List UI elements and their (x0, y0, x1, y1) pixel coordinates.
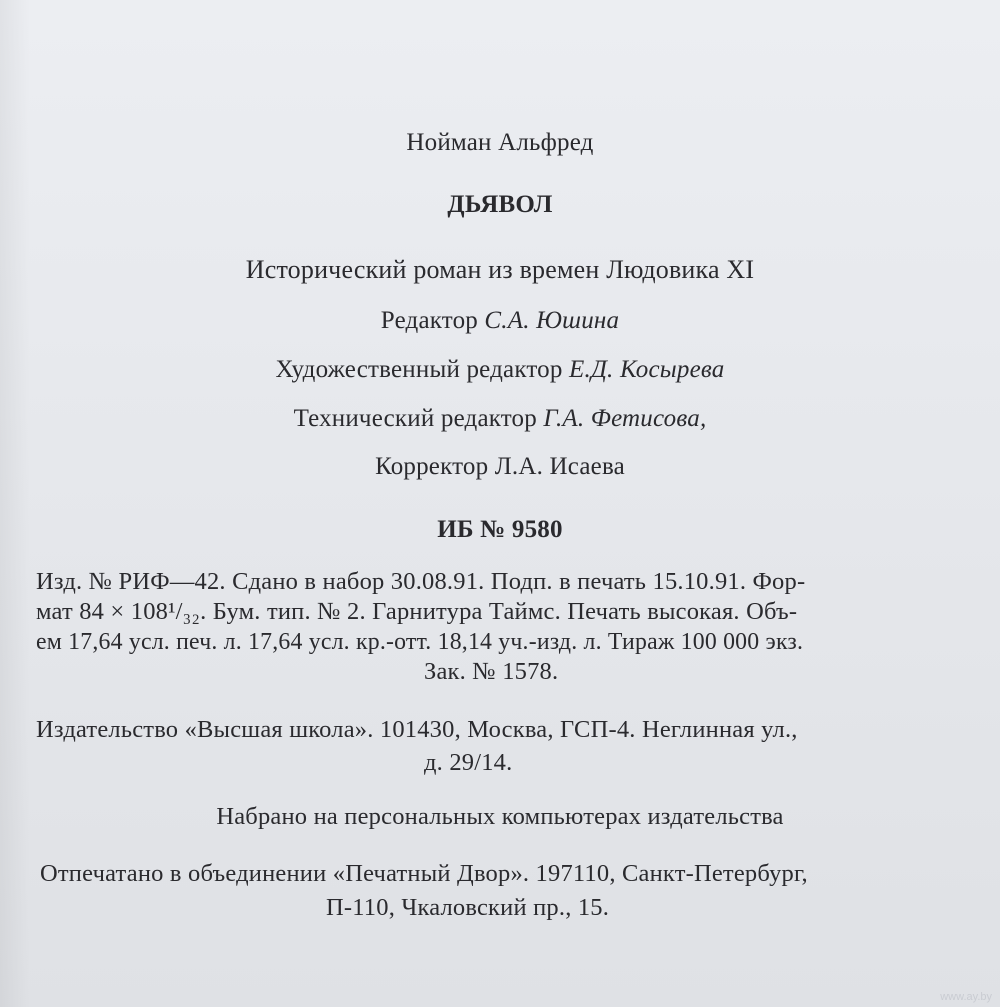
imprint-line: ем 17,64 усл. печ. л. 17,64 усл. кр.-отт. 18,14 уч.-изд. л. Тираж 100 000 экз. (36, 629, 804, 655)
imprint-line: Зак. № 1578. (424, 658, 559, 685)
editor-name: С.А. Юшина (484, 307, 620, 334)
art-editor-line (0, 355, 1000, 385)
printer-line: П-110, Чкаловский пр., 15. (326, 894, 610, 921)
editor-label: Редактор (380, 307, 478, 334)
printer-line: Отпечатано в объединении «Печатный Двор». 197110, Санкт-Петербург, (40, 860, 808, 887)
publisher-line: д. 29/14. (424, 749, 513, 776)
author-name: Нойман Альфред (406, 129, 594, 156)
tech-editor-label: Технический редактор (293, 405, 537, 432)
book-title: ДЬЯВОЛ (447, 191, 553, 218)
art-editor-label: Художественный редактор (275, 356, 563, 383)
ib-number: ИБ № 9580 (437, 516, 563, 543)
typeset-note: Набрано на персональных компьютерах издательства (216, 803, 784, 830)
editor-line (0, 306, 1000, 336)
publisher-line: Издательство «Высшая школа». 101430, Москва, ГСП-4. Неглинная ул., (36, 716, 798, 743)
tech-editor-name: Г.А. Фетисова, (543, 405, 707, 432)
tech-editor-line (0, 404, 1000, 434)
imprint-line: Изд. № РИФ—42. Сдано в набор 30.08.91. Подп. в печать 15.10.91. Фор- (36, 568, 806, 595)
imprint-line: мат 84 × 108¹/₃₂. Бум. тип. № 2. Гарнитура Таймс. Печать высокая. Объ- (36, 598, 798, 625)
proofreader-line: Корректор Л.А. Исаева (375, 453, 625, 480)
art-editor-name: Е.Д. Косырева (569, 356, 725, 383)
book-subtitle: Исторический роман из времен Людовика XI (245, 255, 755, 284)
watermark-text: www.ay.by (940, 991, 992, 1003)
